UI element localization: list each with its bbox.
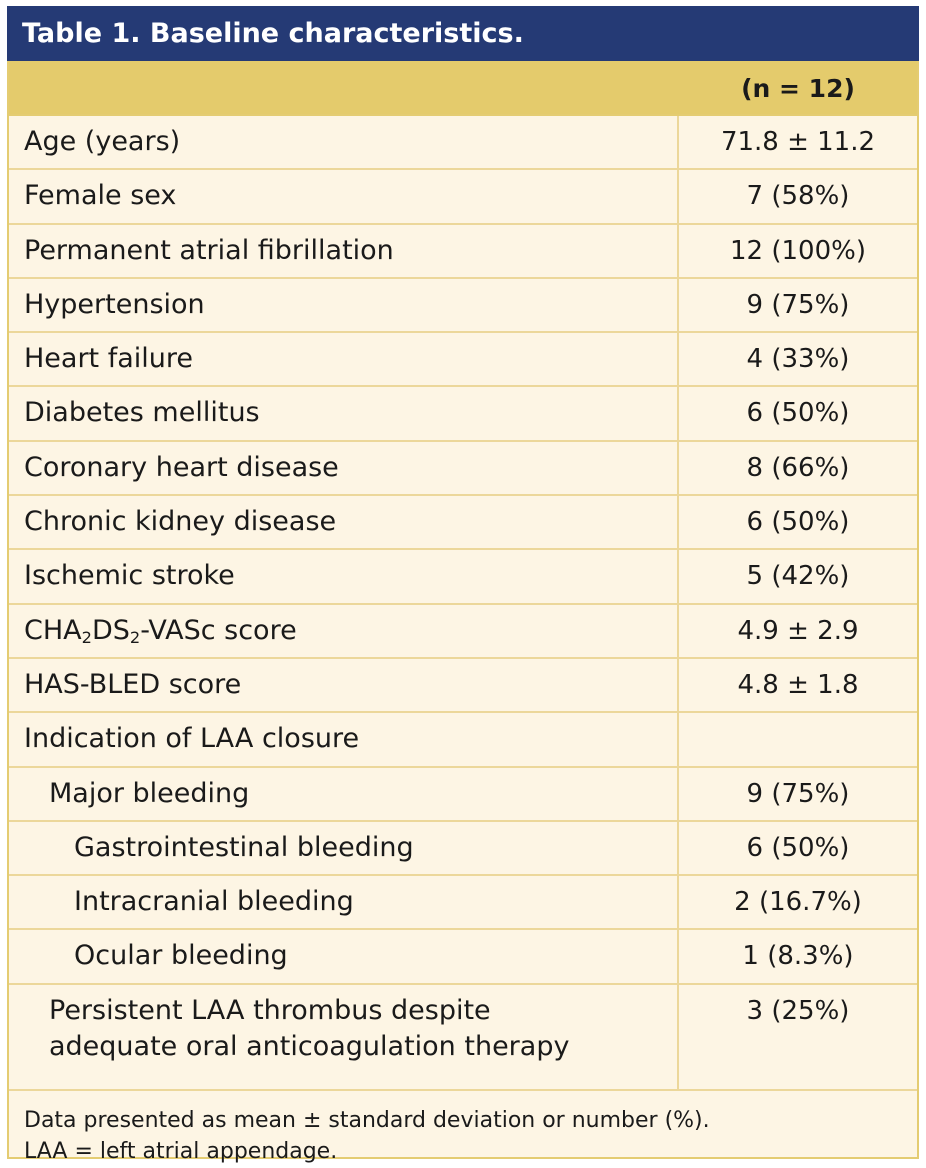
row-value: 8 (66%) [746, 452, 850, 483]
table-row [9, 985, 917, 1091]
row-label: Ischemic stroke [9, 550, 679, 602]
row-label: HAS-BLED score [9, 659, 679, 711]
row-value: 12 (100%) [730, 235, 866, 266]
row-label: Permanent atrial fibrillation [9, 225, 679, 277]
row-label: Gastrointestinal bleeding [9, 822, 679, 874]
label-subscript: 2 [81, 627, 92, 647]
row-label: Indication of LAA closure [9, 713, 679, 765]
label-part: -VASc score [140, 614, 297, 646]
table-footnote [9, 1091, 917, 1167]
row-value: 6 (50%) [746, 507, 850, 538]
row-value: 1 (8.3%) [742, 941, 854, 972]
row-label: Ocular bleeding [9, 930, 679, 982]
footnote-line: LAA = left atrial appendage. [24, 1138, 338, 1164]
row-label: Age (years) [9, 116, 679, 168]
row-value: 5 (42%) [746, 561, 850, 592]
label-subscript: 2 [129, 627, 141, 647]
label-line: Persistent LAA thrombus despite [49, 994, 491, 1026]
label-line: adequate oral anticoagulation therapy [49, 1030, 570, 1062]
table-row [9, 659, 917, 713]
row-value: 6 (50%) [746, 398, 850, 429]
row-value: 6 (50%) [746, 832, 850, 863]
table-row [9, 605, 917, 659]
row-label: Major bleeding [9, 768, 679, 820]
table-header-row [9, 61, 917, 116]
row-label: Diabetes mellitus [9, 387, 679, 439]
table-row [9, 713, 917, 767]
row-label: Female sex [9, 170, 679, 222]
label-part: CHA [24, 614, 82, 646]
baseline-table [7, 6, 919, 1164]
table-row [9, 496, 917, 550]
row-value: 71.8 ± 11.2 [720, 127, 876, 157]
table-row [9, 550, 917, 604]
row-label: Chronic kidney disease [9, 496, 679, 548]
row-value: 4.9 ± 2.9 [737, 615, 859, 646]
row-label: Intracranial bleeding [9, 876, 679, 928]
table-row [9, 387, 917, 441]
table-title: Table 1. Baseline characteristics. [7, 6, 919, 61]
table-row [9, 822, 917, 876]
row-label-multiline [9, 985, 679, 1089]
row-label-cha2ds2vasc [9, 605, 679, 657]
header-n-cell: (n = 12) [741, 74, 855, 103]
table-row [9, 768, 917, 822]
row-label: Coronary heart disease [9, 442, 679, 494]
label-part: DS [91, 614, 130, 646]
row-value: 9 (75%) [746, 289, 850, 320]
row-value: 9 (75%) [746, 778, 850, 809]
table-row [9, 930, 917, 984]
table-row [9, 170, 917, 224]
row-value: 4.8 ± 1.8 [737, 669, 859, 700]
table-row [9, 116, 917, 170]
row-value [679, 713, 917, 765]
header-label-cell [9, 61, 679, 114]
table-row [9, 442, 917, 496]
row-value: 7 (58%) [746, 181, 850, 212]
table-row [9, 876, 917, 930]
footnote-line: Data presented as mean ± standard deviation or number (%). [24, 1107, 710, 1133]
row-value: 3 (25%) [746, 995, 850, 1026]
table-row [9, 225, 917, 279]
row-value: 2 (16.7%) [734, 887, 862, 918]
row-value: 4 (33%) [746, 344, 850, 375]
row-label: Heart failure [9, 333, 679, 385]
table-row [9, 279, 917, 333]
row-label: Hypertension [9, 279, 679, 331]
table-row [9, 333, 917, 387]
